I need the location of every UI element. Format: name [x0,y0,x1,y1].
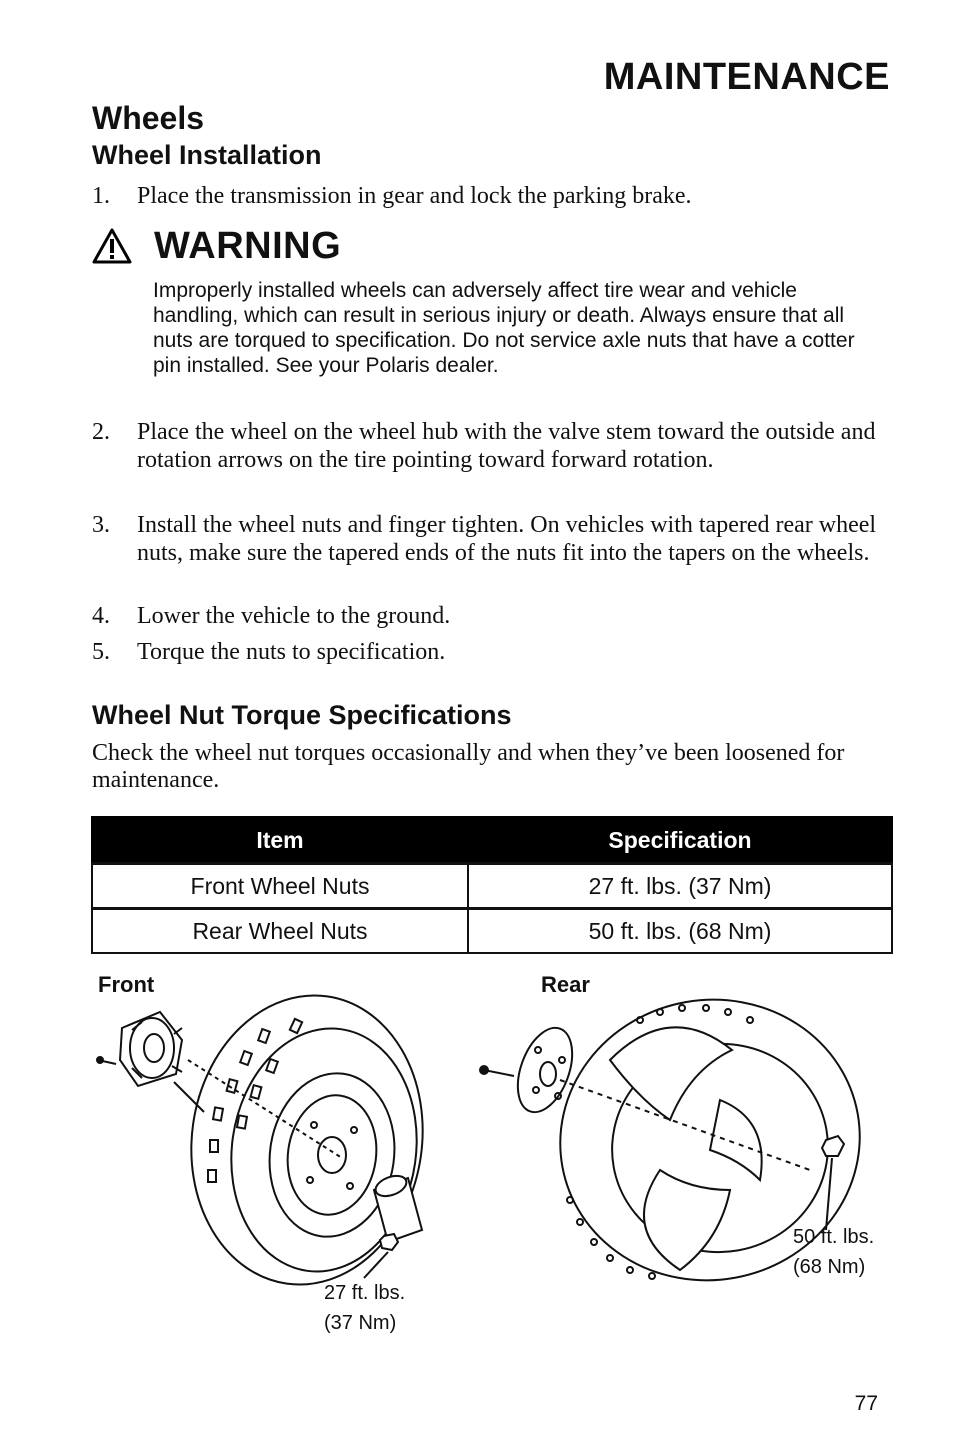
torque-section-title: Wheel Nut Torque Specifications [92,700,512,730]
table-cell: 27 ft. lbs. (37 Nm) [468,864,892,909]
page-number: 77 [854,1392,878,1415]
step-number: 5. [92,639,110,665]
rear-callout-line-1: 50 ft. lbs. [793,1226,875,1248]
step-text: Torque the nuts to specification. [137,639,446,665]
torque-intro-text: Check the wheel nut torques occasionally and when they’ve been loosened for maintenance. [92,740,845,793]
step-number: 1. [92,183,110,209]
table-header-row [92,817,892,864]
table-row [92,864,892,909]
step-text: Lower the vehicle to the ground. [137,603,451,629]
step-text: Place the transmission in gear and lock the parking brake. [137,183,692,209]
table-cell: Front Wheel Nuts [92,864,468,909]
front-callout-line-1: 27 ft. lbs. [324,1282,406,1304]
step-item [92,182,892,210]
page-title: Wheels [92,100,205,136]
warning-header [92,224,341,268]
step-item [92,418,892,474]
rear-figure-label: Rear [541,972,590,997]
step-number: 2. [92,419,110,445]
step-number: 4. [92,603,110,629]
front-callout-line-2: (37 Nm) [324,1312,397,1334]
step-item [92,511,892,567]
step-text: Place the wheel on the wheel hub with the valve stem toward the outside and rotation arrows on the tire pointing toward forward rotation. [137,419,876,473]
step-item [92,638,892,666]
table-header-item: Item [92,817,468,864]
table-cell: Rear Wheel Nuts [92,909,468,954]
front-wheel-illustration [92,990,452,1290]
step-number: 3. [92,512,110,538]
warning-triangle-icon [92,228,132,264]
torque-spec-table [91,816,893,954]
warning-title: WARNING [154,224,342,267]
table-cell: 50 ft. lbs. (68 Nm) [468,909,892,954]
warning-text: Improperly installed wheels can adversely affect tire wear and vehicle handling, which can result in serious injury or death. Always ensure that all nuts are torqued to specification. Do not service axle nuts that have a cotter pin installed. See your Polaris dealer. [153,279,855,377]
front-figure-label: Front [98,972,155,997]
rear-torque-callout [793,1222,874,1282]
rear-callout-line-2: (68 Nm) [793,1256,866,1278]
front-torque-callout [324,1278,405,1338]
table-row [92,909,892,954]
step-item [92,602,892,630]
subsection-title: Wheel Installation [92,140,322,170]
step-text: Install the wheel nuts and finger tighten. On vehicles with tapered rear wheel nuts, make sure the tapered ends of the nuts fit into the tapers on the wheels. [137,512,877,566]
table-header-specification: Specification [468,817,892,864]
section-header: MAINTENANCE [603,56,890,98]
